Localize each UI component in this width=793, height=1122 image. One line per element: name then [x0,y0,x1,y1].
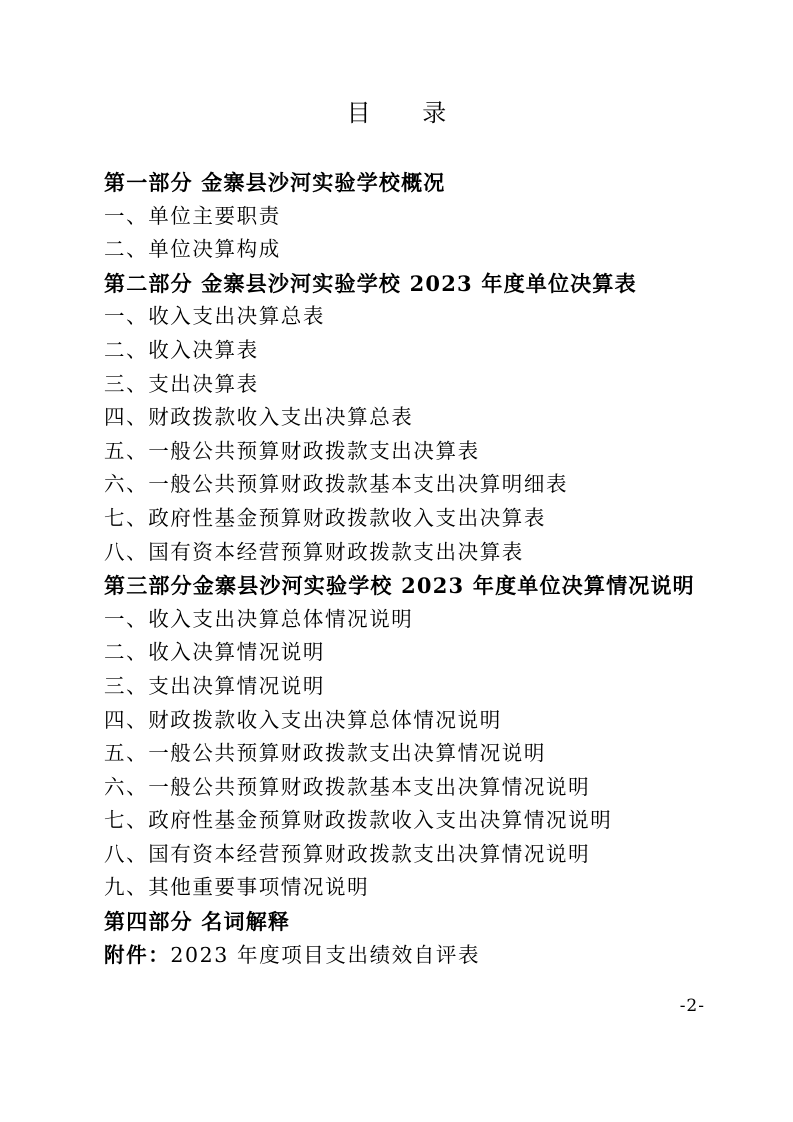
part-2-item-4: 四、财政拨款收入支出决算总表 [104,405,414,430]
part-1-heading: 第一部分 金寨县沙河实验学校概况 [104,170,446,195]
page-title: 目 录 [346,99,469,127]
part-2-item-1: 一、收入支出决算总表 [104,304,325,329]
attachment-line [104,939,764,973]
part-3-item-1: 一、收入支出决算总体情况说明 [104,606,414,631]
part-2-heading: 第二部分 金寨县沙河实验学校 2023 年度单位决算表 [104,270,637,296]
page-number: -2- [679,996,705,1016]
part-3-item-3: 三、支出决算情况说明 [104,673,325,698]
part-2-item-7: 七、政府性基金预算财政拨款收入支出决算表 [104,505,546,530]
part-3-item-4: 四、财政拨款收入支出决算总体情况说明 [104,707,502,732]
part-3-item-5: 五、一般公共预算财政拨款支出决算情况说明 [104,741,546,766]
part-2-item-6: 六、一般公共预算财政拨款基本支出决算明细表 [104,472,569,497]
part-3-item-9: 九、其他重要事项情况说明 [104,875,370,900]
part-1-item-1: 一、单位主要职责 [104,203,281,228]
part-4-heading: 第四部分 名词解释 [104,909,291,935]
attachment-label: 附件： [104,942,171,967]
part-3-heading: 第三部分金寨县沙河实验学校 2023 年度单位决算情况说明 [104,573,695,599]
part-3-item-7: 七、政府性基金预算财政拨款收入支出决算情况说明 [104,808,613,833]
part-3-item-8: 八、国有资本经营预算财政拨款支出决算情况说明 [104,841,591,866]
part-2-item-8: 八、国有资本经营预算财政拨款支出决算表 [104,539,524,564]
part-3-item-6: 六、一般公共预算财政拨款基本支出决算情况说明 [104,774,591,799]
attachment-text: 2023 年度项目支出绩效自评表 [170,942,481,967]
part-2-item-2: 二、收入决算表 [104,337,259,362]
part-2-item-3: 三、支出决算表 [104,371,259,396]
part-3-item-2: 二、收入决算情况说明 [104,640,325,665]
part-1-item-2: 二、单位决算构成 [104,237,281,262]
table-of-contents [104,166,764,972]
part-2-item-5: 五、一般公共预算财政拨款支出决算表 [104,438,480,463]
